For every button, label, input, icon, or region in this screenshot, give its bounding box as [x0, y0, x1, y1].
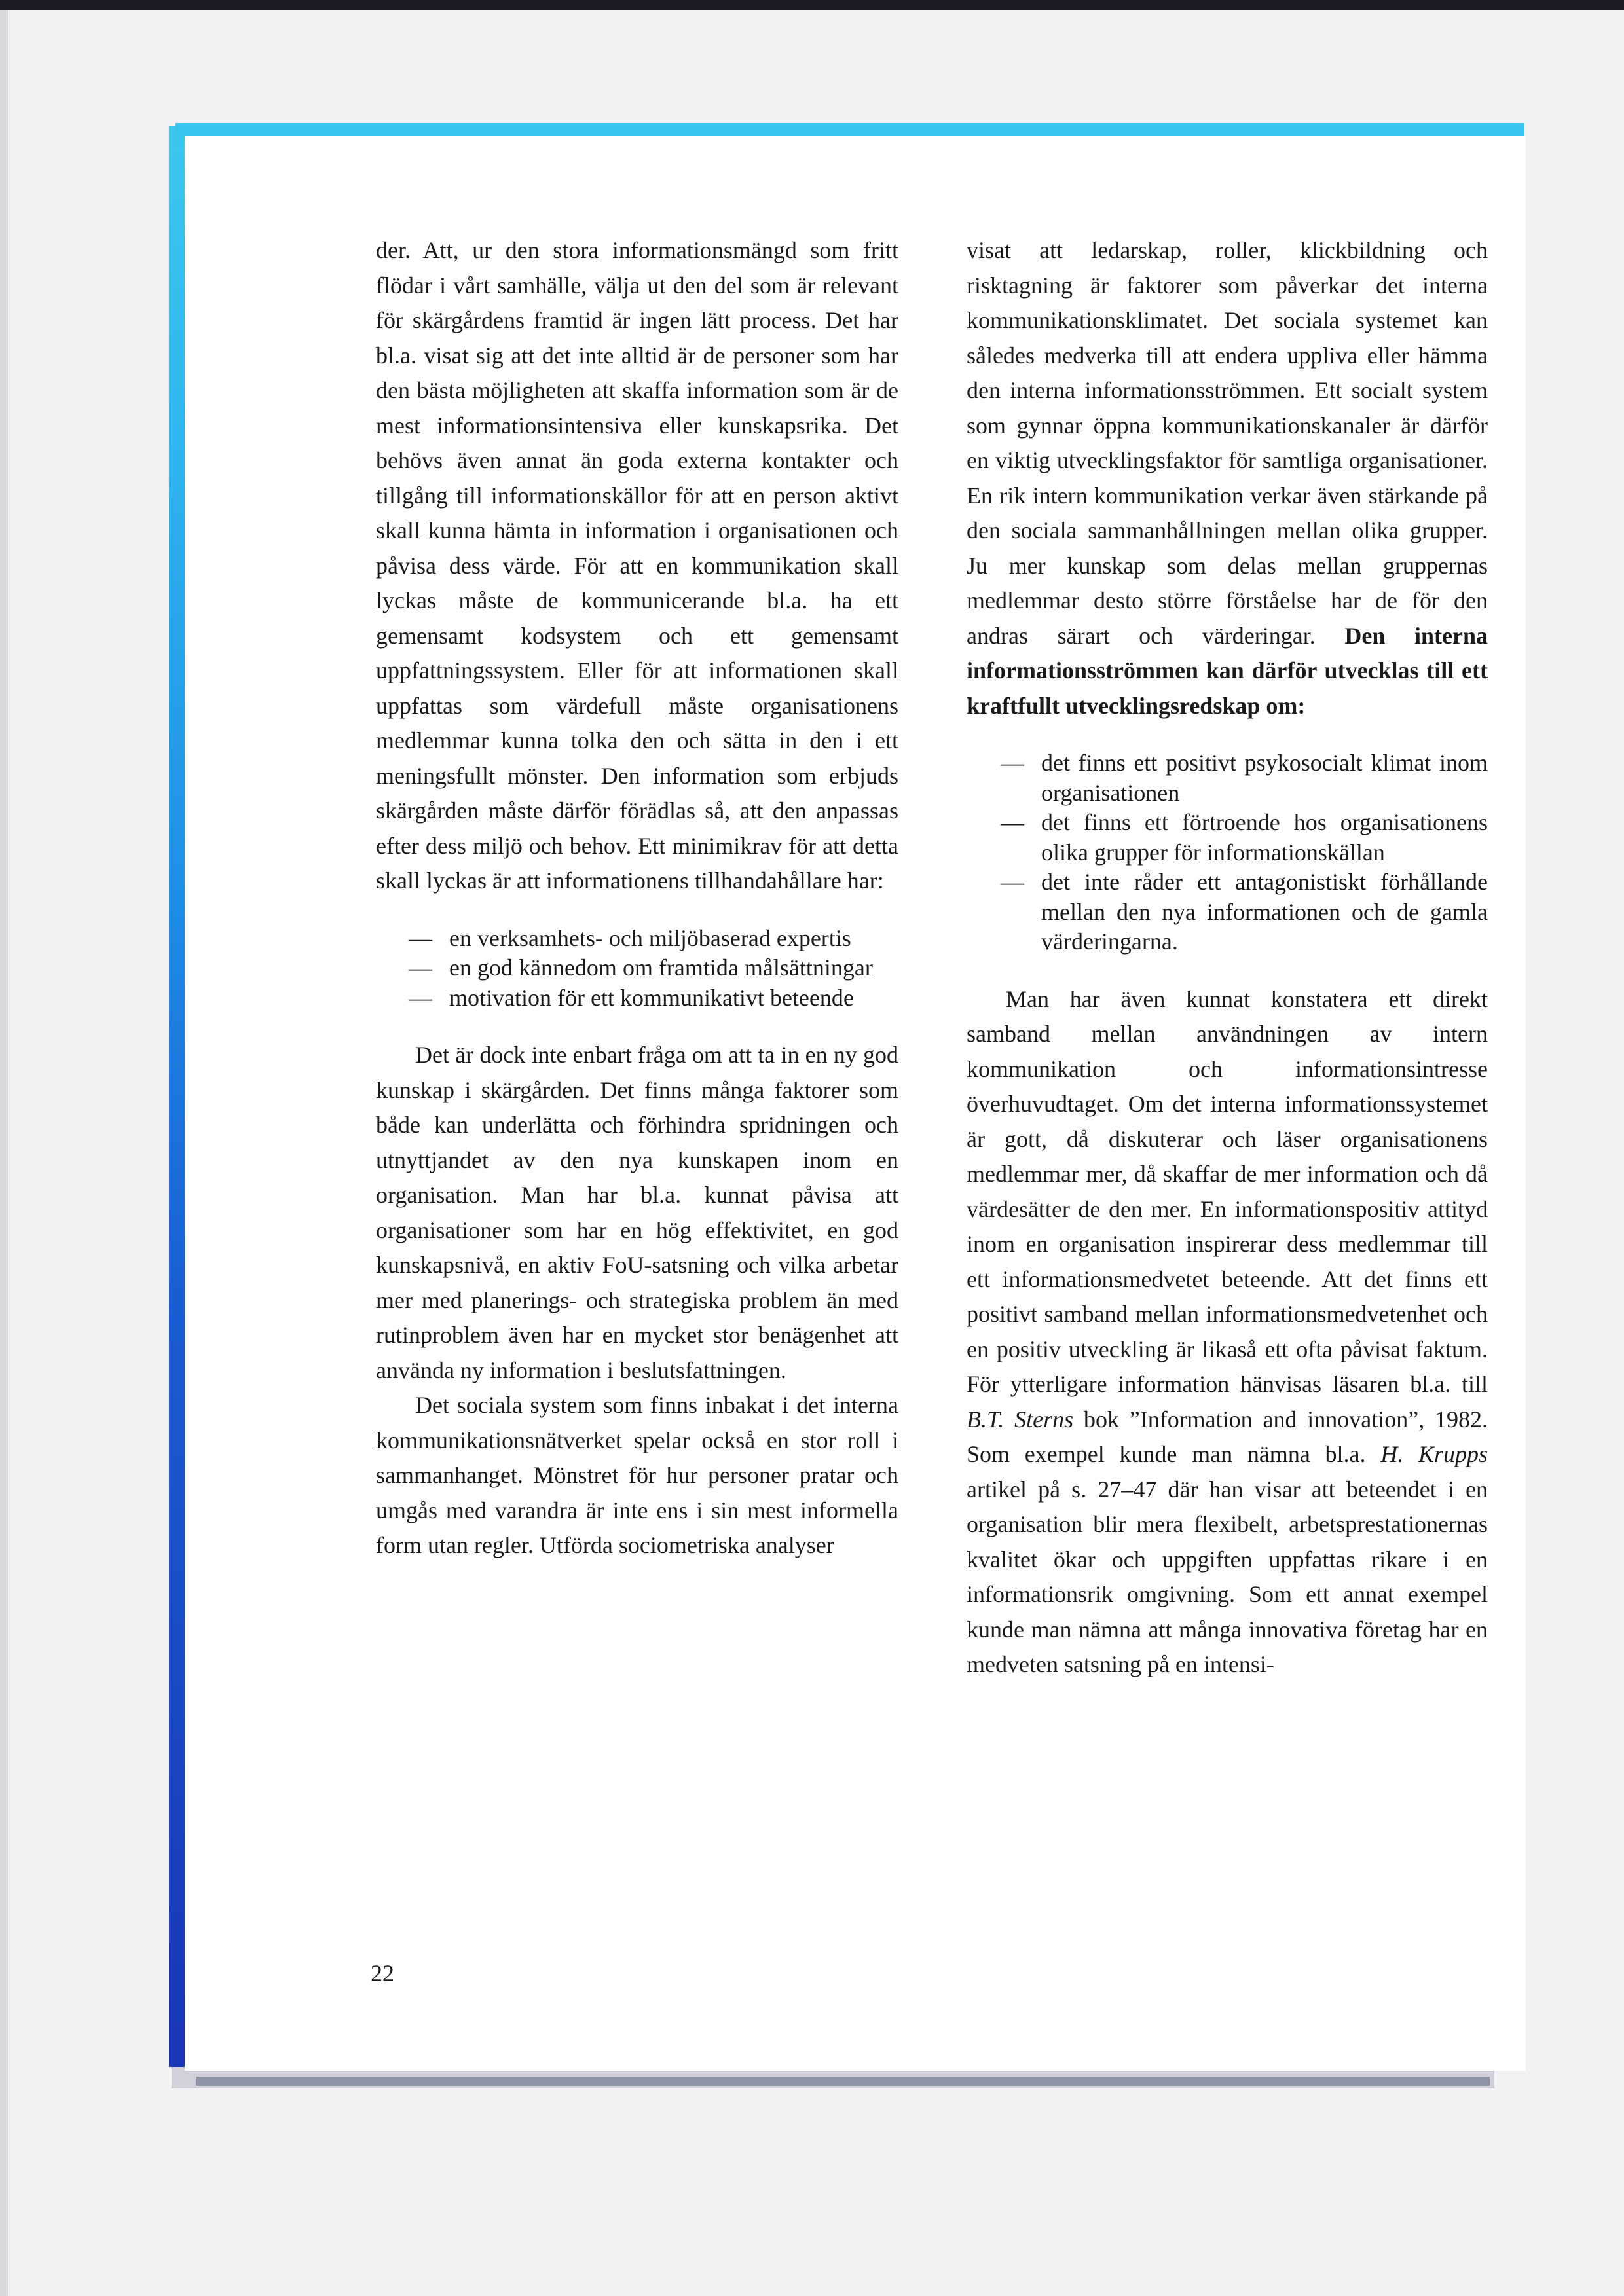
- paragraph: [967, 982, 1488, 1683]
- dash-bullet: —: [1001, 869, 1024, 895]
- list-item: [376, 983, 898, 1013]
- list-item-text: motivation för ett kommunikativt beteende: [449, 984, 854, 1011]
- paragraph: Det sociala system som finns inbakat i det interna kommunikationsnätverket spelar också en stor roll i sammanhanget. Mönstret för hur personer pratar och umgås med varandra är inte ens i sin mest informella form utan regler. Utförda sociometriska analyser: [376, 1392, 898, 1558]
- paragraph-text: bok ”Information and innovation”, 1982. Som exempel kunde man nämna bl.a.: [967, 1406, 1488, 1467]
- list-item-text: det finns ett positivt psykosocialt klimat inom organisationen: [1041, 750, 1488, 806]
- paragraph-text: Man har även kunnat konstatera ett direkt samband mellan användningen av intern kommunikation och informationsintresse överhuvudtaget. Om det interna informationssystemet är gott, då diskuterar och läser organisationens medlemmar mer, då skaffar de mer information och då värdesätter de den mer. En informationspositiv attityd inom en organisation inspirerar dess medlemmar till ett informationsmedvetet beteende. Att det finns ett positivt samband mellan informationsmedvetenhet och en positiv utveckling är likaså ett ofta påvisat faktum. För ytterligare information hänvisas läsaren bl.a. till: [967, 985, 1488, 1397]
- right-text-column: [967, 233, 1488, 1683]
- list-item-text: en verksamhets- och miljöbaserad expertis: [449, 924, 851, 951]
- list-item: [967, 867, 1488, 957]
- list-item: [967, 748, 1488, 808]
- scanner-left-margin: [0, 10, 8, 2296]
- scanner-top-edge: [0, 0, 1624, 10]
- list-item: [967, 808, 1488, 867]
- left-text-column: [376, 233, 898, 1563]
- list-item-text: det finns ett förtroende hos organisationens olika grupper för informationskällan: [1041, 809, 1488, 866]
- dash-bullet: —: [409, 924, 432, 951]
- dash-bullet: —: [409, 984, 432, 1011]
- requirements-list: [376, 924, 898, 1013]
- list-item: [376, 924, 898, 954]
- dash-bullet: —: [1001, 750, 1024, 776]
- paragraph-text: artikel på s. 27–47 där han visar att beteendet i en organisation blir mera flexibelt, arbetsprestationernas kvalitet ökar och uppgiften uppfattas rikare i en informationsrik omgivning. Som ett annat exempel kunde man nämna att många innovativa företag har en medveten satsning på en intensi-: [967, 1476, 1488, 1677]
- page-stack-bottom-edge: [196, 2077, 1490, 2086]
- page-number: 22: [371, 1960, 394, 1986]
- paragraph: der. Att, ur den stora informationsmängd som fritt flödar i vårt samhälle, välja ut den del som är relevant för skärgårdens framtid är ingen lätt process. Det har bl.a. visat sig att det inte alltid är de personer som har den bästa möjligheten att skaffa information som är de mest informationsintensiva eller kunskapsrika. Det behövs även annat än goda externa kontakter och tillgång till informationskällor för att en person aktivt skall kunna hämta in information i organisationen och påvisa dess värde. För att en kommunikation skall lyckas måste de kommunicerande bl.a. ha ett gemensamt kodsystem och ett gemensamt uppfattningssystem. Eller för att informationen skall uppfattas som värdefull måste organisationens medlemmar kunna tolka den och sätta in den i ett meningsfullt mönster. Den information som erbjuds skärgården måste därför förädlas så, att den anpassas efter dess miljö och behov. Ett minimikrav för att detta skall lyckas är att informationens tillhandahållare har:: [376, 237, 898, 894]
- paragraph-text: visat att ledarskap, roller, klickbildning och risktagning är faktorer som påverkar det interna kommunikationsklimatet. Det sociala systemet kan således medverka till att endera uppliva eller hämma den interna informationsströmmen. Ett socialt system som gynnar öppna kommunikationskanaler är därför en viktig utvecklingsfaktor för samtliga organisationer. En rik intern kommunikation verkar även stärkande på den sociala sammanhållningen mellan olika grupper. Ju mer kunskap som delas mellan gruppernas medlemmar desto större förståelse har de för den andras särart och värderingar.: [967, 237, 1488, 649]
- author-name: H. Krupps: [1380, 1441, 1488, 1467]
- paragraph: Det är dock inte enbart fråga om att ta in en ny god kunskap i skärgården. Det finns många faktorer som både kan underlätta och förhindra spridningen och utnyttjandet av den nya kunskapen inom en organisation. Man har bl.a. kunnat påvisa att organisationer som har en hög effektivitet, en god kunskapsnivå, en aktiv FoU-satsning och vilka arbetar mer med planerings- och strategiska problem än med rutinproblem även har en mycket stor benägenhet att använda ny information i beslutsfattningen.: [376, 1042, 898, 1383]
- list-item-text: en god kännedom om framtida målsättningar: [449, 955, 873, 981]
- dash-bullet: —: [409, 955, 432, 981]
- list-item: [376, 953, 898, 983]
- list-item-text: det inte råder ett antagonistiskt förhållande mellan den nya informationen och de gamla värderingarna.: [1041, 869, 1488, 955]
- bold-conclusion: Den interna informationsströmmen kan därför utvecklas till ett kraftfullt utvecklingsredskap om:: [967, 622, 1488, 719]
- paragraph: [967, 233, 1488, 723]
- conditions-list: [967, 748, 1488, 957]
- author-name: B.T. Sterns: [967, 1406, 1074, 1432]
- dash-bullet: —: [1001, 809, 1024, 835]
